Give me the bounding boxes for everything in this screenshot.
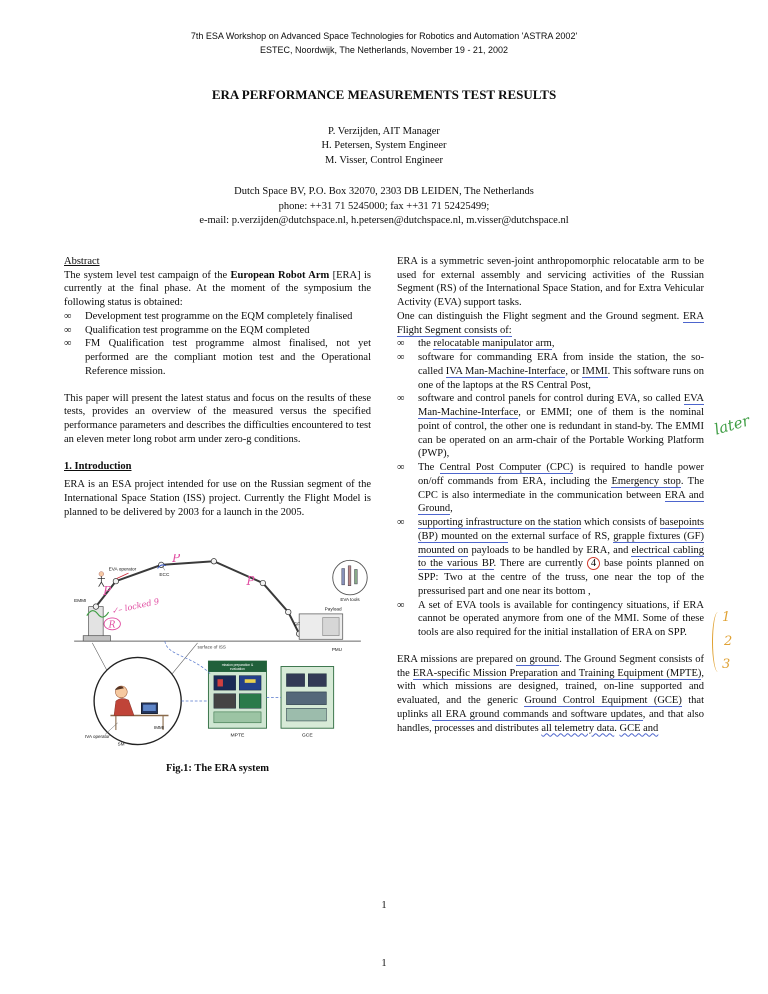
text-segment: . xyxy=(614,722,620,734)
text-segment: the xyxy=(418,338,434,350)
bullet-marker: ∞ xyxy=(397,462,405,474)
ink-underlined-text: relocatable manipulator arm xyxy=(433,338,552,350)
bullet-text xyxy=(410,392,704,461)
text-segment: ERA missions are prepared xyxy=(397,653,516,665)
list-item xyxy=(397,351,704,392)
text-segment: . This software runs on one of the laptops at the RS Central Post, xyxy=(418,365,704,391)
text-segment: that uplinks xyxy=(397,695,704,720)
bullet-text: Development test programme on the EQM completely finalised xyxy=(85,310,353,322)
header-line-2: ESTEC, Noordwijk, The Netherlands, November 19 - 21, 2002 xyxy=(260,44,508,55)
bullet-marker: ∞ xyxy=(397,599,405,611)
list-item xyxy=(397,599,704,640)
figure-1 xyxy=(64,554,371,777)
author-block xyxy=(64,125,704,168)
text-segment: which consists of xyxy=(581,517,660,529)
zoom-leader-right xyxy=(172,643,197,674)
paper-title: ERA PERFORMANCE MEASUREMENTS TEST RESULTS xyxy=(211,87,557,102)
bullet-text: Qualification test programme on the EQM completed xyxy=(85,324,310,336)
page-number: 1 xyxy=(381,900,387,911)
handwritten-digit-3: 3 xyxy=(722,657,731,672)
left-column xyxy=(64,255,371,776)
ink-underlined-text: supporting infrastructure on the station xyxy=(418,517,582,529)
text-segment: external surface of RS, xyxy=(508,530,614,542)
ink-underlined-text: grapple fixtures (GF) mounted on xyxy=(418,530,704,556)
page-content xyxy=(64,0,704,776)
conference-header xyxy=(64,0,704,57)
mpte-band-label-2: evaluation xyxy=(230,666,245,671)
ink-underlined-text: IMMI xyxy=(581,365,608,377)
text-segment: [ERA] is currently at the final phase. At the moment of the symposium the following status is obtained: xyxy=(64,269,372,309)
status-bullet-list xyxy=(64,310,371,379)
era-system-diagram xyxy=(65,554,370,750)
paragraph xyxy=(397,653,704,736)
text-segment: . The CPC is also intermediate in the communication between xyxy=(418,475,704,501)
ink-underlined-text: on ground xyxy=(515,653,560,665)
page-number-footer: 1 xyxy=(381,958,387,969)
text-segment: , and that also handles, processes and distributes xyxy=(397,708,704,734)
bullet-marker: ∞ xyxy=(397,517,405,529)
text-segment: The system level test campaign of the xyxy=(64,269,231,281)
handwritten-digit-2: 2 xyxy=(724,634,733,649)
list-item xyxy=(397,516,704,599)
right-column xyxy=(397,255,704,776)
text-segment: base points planned on SPP: Two at the centre of the truss, one near the top of the pressurised part and one near its bottom , xyxy=(418,558,704,597)
affiliation-line: phone: ++31 71 5245000; fax ++31 71 52425499; xyxy=(278,200,490,212)
text-segment: is required to handle power on/off commands from ERA, including the xyxy=(418,462,704,487)
handwritten-later-note: later xyxy=(712,411,752,439)
header-line-1: 7th ESA Workshop on Advanced Space Technologies for Robotics and Automation 'ASTRA 2002' xyxy=(190,31,578,41)
mpte-label: MPTE xyxy=(230,732,245,739)
ink-wavy-underlined-text: GCE and xyxy=(619,722,659,734)
robot-arm xyxy=(96,561,299,634)
handwritten-p-mark: P xyxy=(172,553,181,565)
bullet-text: FM Qualification test programme almost finalised, not yet performed are the compliant motion test and the Operational Reference mission. xyxy=(85,338,371,377)
text-segment: software for commanding ERA from inside the station, the so-called xyxy=(418,352,704,377)
author-line: P. Verzijden, AIT Manager xyxy=(328,126,440,137)
bullet-text xyxy=(410,337,704,351)
bold-text: European Robot Arm xyxy=(230,269,330,281)
text-segment: , xyxy=(551,338,555,350)
bullet-marker: ∞ xyxy=(397,338,405,350)
text-segment: payloads to be handled by ERA, and xyxy=(468,544,632,556)
list-item xyxy=(64,337,371,378)
mpte-console xyxy=(214,712,261,723)
bullet-marker: ∞ xyxy=(64,310,72,322)
ink-wavy-underlined-text: all telemetry data xyxy=(541,722,615,734)
paragraph: This paper will present the latest status and focus on the results of these tests, provides an overview of the measured versus the specified performance parameters and describes the difficulties encountered to test an eleven meter long robot arm under zero-g conditions. xyxy=(64,392,371,445)
bullet-text xyxy=(410,351,704,392)
text-segment: The xyxy=(418,462,440,474)
laptop-screen xyxy=(143,704,156,710)
ink-underlined-text: ERA-specific Mission Preparation and Training Equipment (MPTE) xyxy=(412,667,702,679)
ecc-label: ECC xyxy=(159,571,170,577)
ink-underlined-text: IVA Man-Machine-Interface xyxy=(445,365,566,377)
emmi-label: EMMI xyxy=(74,597,87,603)
bullet-marker: ∞ xyxy=(64,324,72,336)
iva-operator-label: IVA operator xyxy=(85,733,110,739)
pmu-label: PMU xyxy=(331,646,342,652)
gf-label: GF xyxy=(293,621,301,627)
text-segment: , or EMMI; one of them is the nominal point of control, the other one is redundant in stand-by. The EMMI can be operated on an arm-chair of the Portable Working Platform (PWP), xyxy=(418,407,704,460)
ink-underlined-text: Central Post Computer (CPC) xyxy=(439,462,574,474)
paragraph: ERA is a symmetric seven-joint anthropomorphic relocatable arm to be used for external assembly and servicing activities of the Russian Segment (RS) of the International Space Station, and for Extra Vehicular Activity (EVA) support tasks. xyxy=(397,255,704,309)
immi-label-fig: IMMI xyxy=(153,724,165,730)
handwritten-digit-1: 1 xyxy=(722,610,731,625)
author-line: M. Visser, Control Engineer xyxy=(324,154,444,166)
paragraph xyxy=(397,310,704,338)
bullet-marker: ∞ xyxy=(64,338,72,350)
list-item xyxy=(64,310,371,324)
ink-underlined-text: ERA Flight Segment consists of: xyxy=(397,310,704,336)
list-item xyxy=(397,461,704,516)
bullet-text: A set of EVA tools is available for contingency situations, if ERA cannot be operated anymore from one of the MMI. Some of these tools are also required for the initial installation of ERA on SPP. xyxy=(418,599,704,639)
affiliation-line: e-mail: p.verzijden@dutchspace.nl, h.petersen@dutchspace.nl, m.visser@dutchspace.nl xyxy=(199,215,569,227)
payload-inner xyxy=(323,617,339,635)
list-item xyxy=(64,324,371,338)
text-segment: One can distinguish the Flight segment and the Ground segment. xyxy=(397,310,683,322)
ink-underlined-text: electrical cabling to the various BP xyxy=(418,544,704,570)
handwritten-brace xyxy=(712,612,722,672)
text-segment: . The Ground Segment consists of the xyxy=(397,653,704,679)
handwritten-p-mark: P xyxy=(246,573,255,588)
surface-label: surface of ISS xyxy=(197,644,226,650)
text-segment: , or xyxy=(565,365,582,377)
handwritten-r-mark: R xyxy=(108,620,116,631)
eva-operator-figure xyxy=(99,571,104,576)
flight-segment-list xyxy=(397,337,704,640)
text-segment: , with which missions are designed, trained, on-line supported and evaluated, and the generic xyxy=(397,667,704,707)
ink-underlined-text: basepoints (BP) mounted on the xyxy=(418,517,704,542)
ink-underlined-text: Emergency stop xyxy=(611,475,681,487)
ink-underlined-text: EVA Man-Machine-Interface xyxy=(418,393,704,419)
iva-zoom-circle xyxy=(94,657,181,747)
base-plate xyxy=(83,635,110,640)
payload-label: Payload xyxy=(324,605,342,611)
text-segment: , xyxy=(450,503,453,515)
bullet-text xyxy=(410,516,704,599)
two-column-body xyxy=(64,255,704,776)
handwritten-p-mark: P xyxy=(103,583,112,598)
section-heading: 1. Introduction xyxy=(64,460,132,472)
paragraph: ERA is an ESA project intended for use on the Russian segment of the International Space Station (ISS) project. Currently the Flight Model is planned to be delivered by 2003 for a launch in the 2005. xyxy=(64,479,371,518)
list-item xyxy=(397,392,704,461)
abstract-heading: Abstract xyxy=(64,255,100,267)
bullet-text xyxy=(410,461,704,516)
red-circled-number: 4 xyxy=(587,557,600,570)
ink-underlined-text: all ERA ground commands and software updates xyxy=(431,708,643,720)
affiliation-block xyxy=(64,185,704,228)
ink-underlined-text: ERA and Ground xyxy=(418,489,704,515)
author-line: H. Petersen, System Engineer xyxy=(321,140,447,152)
figure-caption: Fig.1: The ERA system xyxy=(165,763,270,775)
zoom-leader-left xyxy=(92,643,107,670)
text-segment: software and control panels for control during EVA, so called xyxy=(418,393,684,405)
text-segment: . There are currently xyxy=(493,558,588,570)
abstract-paragraph xyxy=(64,269,371,310)
gce-label: GCE xyxy=(301,732,313,739)
list-item xyxy=(397,337,704,351)
affiliation-line: Dutch Space BV, P.O. Box 32070, 2303 DB LEIDEN, The Netherlands xyxy=(234,186,534,198)
bullet-marker: ∞ xyxy=(397,352,405,364)
handwritten-locked-note: ✓– locked 9 xyxy=(110,595,160,616)
eva-tools-label: EVA tools xyxy=(340,596,360,602)
bullet-marker: ∞ xyxy=(397,393,405,405)
sm-label: SM xyxy=(117,741,125,747)
mpte-band-label-1: mission preparation & xyxy=(221,662,254,667)
eva-operator-label: EVA operator xyxy=(108,565,137,571)
ink-underlined-text: Ground Control Equipment (GCE) xyxy=(524,695,682,707)
